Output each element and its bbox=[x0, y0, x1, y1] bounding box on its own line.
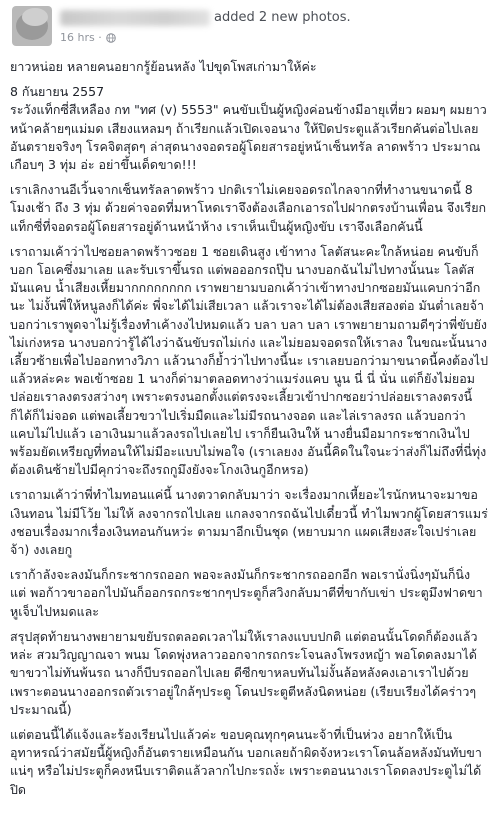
timestamp[interactable]: 16 hrs · bbox=[60, 31, 102, 44]
post-paragraph-change-dispute: เราถามเค้าว่าพี่ทำไมทอนแค่นี้ นางตวาดกลับมาว่า จะเรื่องมากเหี้ยอะไรนักหนาจะมาขอเงินทอน ไม่มีโว้ย ไม่ให้ ลงจากรถไปเลย แกลงจากรถฉันไปเดี๋ยวนี้ ทำไมพวกผู้โดยสารแมร่งชอบเรื่องมากเรื่องเงินทอนกันหว่ะ ตามมาอีกเป็นชุด (หยาบมาก แผดเสียงสะใจเปร่าเลยจ้า) งงเลยกู bbox=[10, 487, 488, 558]
post-paragraph-escape: สรุปสุดท้ายนางพยายามขยับรถตลอดเวลาไม่ให้เราลงแบบปกติ แต่ตอนนั้นโดดก็ต้องแล้วหล่ะ สวมวิญญาณจา พนม โดดพุ่งหลาวออกจากรถกระโจนลงโพรงหญ้า พอโดดลงมาได้ ขาขวาไม่ทันพ้นรถ นางก็บีบรถออกไปเลย ดีซีกขาหลบทันไม่งั้นล้อหลังคงเอาเราไปด้วย เพราะตอนนางออกรถตัวเราอยู่ใกล้ๆประตู โดนประตูตีหลังนิดหน่อย (เรียบเรียงได้คร่าวๆประมาณนี้) bbox=[10, 628, 478, 717]
author-name-redacted[interactable] bbox=[60, 10, 210, 26]
post-paragraph-door: เราก้าลังจะลงมันก็กระชากรถออก พอจะลงมันก็กระชากรถออกอีก พอเรานั่งนิ่งๆมันก็นิ่ง แต่ พอก้าวขาออกไปมันก็ออกรถกระชากๆประตูก็สวิงกลับมาตีที่ขากับเข่า ประตูมึงฟาดขาหูเจ็บไปหมดและ bbox=[10, 567, 483, 619]
post-paragraph-intro: ยาวหน่อย หลายคนอยากรู้ย้อนหลัง ไปขุดโพสเก่ามาให้ค่ะ bbox=[10, 59, 317, 74]
post-header bbox=[0, 0, 498, 52]
post-meta bbox=[60, 31, 116, 44]
globe-icon[interactable] bbox=[106, 33, 116, 43]
post-paragraph-incident: เราถามเค้าว่าไปซอยลาดพร้าวซอย 1 ซอยเดินสูง เข้าทาง โลตัสนะคะใกล้หน่อย คนขับก็บอก โอเคซึ่งมาเลย และรับเราขึ้นรถ แต่พอออกรถปุ๊บ นางบอกฉันไม่ไปทางนั้นนะ โลตัสมันแคบ น้ำเสียงเหี้ยมากกกกกกกก เราพยายามบอกเค้าว่าเข้าทางปากซอยมันแคบกว่าอีกนะ ไม่งั้นพี่ให้หนูลงก็ได้ค่ะ พี่จะได้ไม่เสียเวลา แล้วเราจะได้ไม่ต้องเสียสองต่อ มันต่ำเลยจ้า บอกว่าเราพูดจาไม่รู้เรื่องทำเค้างงไปหมดแล้ว บลา บลา บลา เราพยายามถามดีๆว่าพี่ขับยังไม่เก่งหรอ นางบอกว่ารู้ได้ไงว่าฉันขับรถไม่เก่ง และไม่ยอมจอดรถให้เราลง ในขณะนั้นนางเลี้ยวซ้ายเพื่อไปออกทางวิภา แล้วนางก็ย้ำว่าไปทางนี้นะ เราเลยบอกว่ามาขนาดนี้คงต้องไปแล้วหล่ะคะ พอเข้าซอย 1 นางก็ด่ามาตลอดทางว่าแมร่งแคบ นูน นี่ นี่ นั่น แต่ก็ยังไม่ยอมปล่อยเราลงตรงสว่างๆ เพราะตรงนอกตั้งแต่ตรงจะเลี้ยวเข้าปากซอยว่าปล่อยเราลงตรงนี้ก็ได้ก็ไม่จอด แต่พอเลี้ยวขวาไปเริ่มมืดและไม่มีรถนางจอด และไล่เราลงรถ แล้วบอกว่าแคบไม่ไปแล้ว เอาเงินมาแล้วลงรถไปเลยไป เราก็ยืนเงินให้ นางยื่นมือมากระชากเงินไปพร้อมยัดเหรียญที่ทอนให้ไม่มีอะแบบไม่พอใจ (เราเลยงง อันนี้คิดในใจนะว่าส่งก็ไม่ถึงที่นี่ทุ่งต้องเดินซ้ายไปมีคุกว่าจะถึงรถกูมึงยังจะโกงเงินกูอีกหรอ) bbox=[10, 243, 489, 478]
avatar[interactable] bbox=[12, 6, 52, 46]
post-paragraph-background: เราเลิกงานอีเวิ้นจากเซ็นทรัลลาดพร้าว ปกติเราไม่เคยจอดรถไกลจากที่ทำงานขนาดนี้ 8 โมงเช้า ถึง 3 ทุ่ม ด้วยค่าจอดที่มหาโหดเราจึงต้องเลือกเอารถไปฝากตรงบ้านเพื่อน จึงเรียกแท็กซี่ที่จอดรอผู้โดยสารอยู่ด้านหน้าห้าง เราเห็นเป็นผู้หญิงขับ เราจึงเลือกคันนี้ bbox=[10, 182, 487, 234]
post-paragraph-closing: แต่ตอนนี้ได้แจ้งและร้องเรียนไปแล้วค่ะ ขอบคุณทุกๆคนนะจ้าที่เป็นห่วง อยากให้เป็นอุทาหรณ์ว่าสมัยนี้ผู้หญิงก็อันตรายเหมือนกัน บอกเลยถ้าผิดจังหวะเราโดนล้อหลังมันทับขาแน่ๆ หรือไม่ประตูก็คงหนีบเราติดแล้วลากไปกะรถงั่ะ เพราะตอนนางเราโดดลงประตูไม่ได้ปิด bbox=[10, 726, 482, 797]
avatar-blur-highlight bbox=[22, 8, 48, 26]
post-body bbox=[0, 52, 498, 799]
post-paragraph-warning: 8 กันยายน 2557 ระวังแท็กซี่สีเหลือง กท "ทศ (v) 5553" คนขับเป็นผู้หญิงค่อนข้างมีอายุเที่ยว ผอมๆ ผมยาว หน้าคล้ายๆแม่มด เสียงแหลมๆ ถ้าเรียกแล้วเปิดเจอนาง ให้ปิดประตูแล้วเรียกคันต่อไปเลย อันตรายจริงๆ โรคจิตสุดๆ ล่าสุดนางจอดรอผู้โดยสารอยู่หน้าเซ็นทรัล ลาดพร้าว ประมาณเกือบๆ 3 ทุ่ม อ่ะ อย่าขึ้นเด็ดขาด!!! bbox=[10, 84, 487, 173]
post-action-text: added 2 new photos. bbox=[214, 10, 351, 25]
